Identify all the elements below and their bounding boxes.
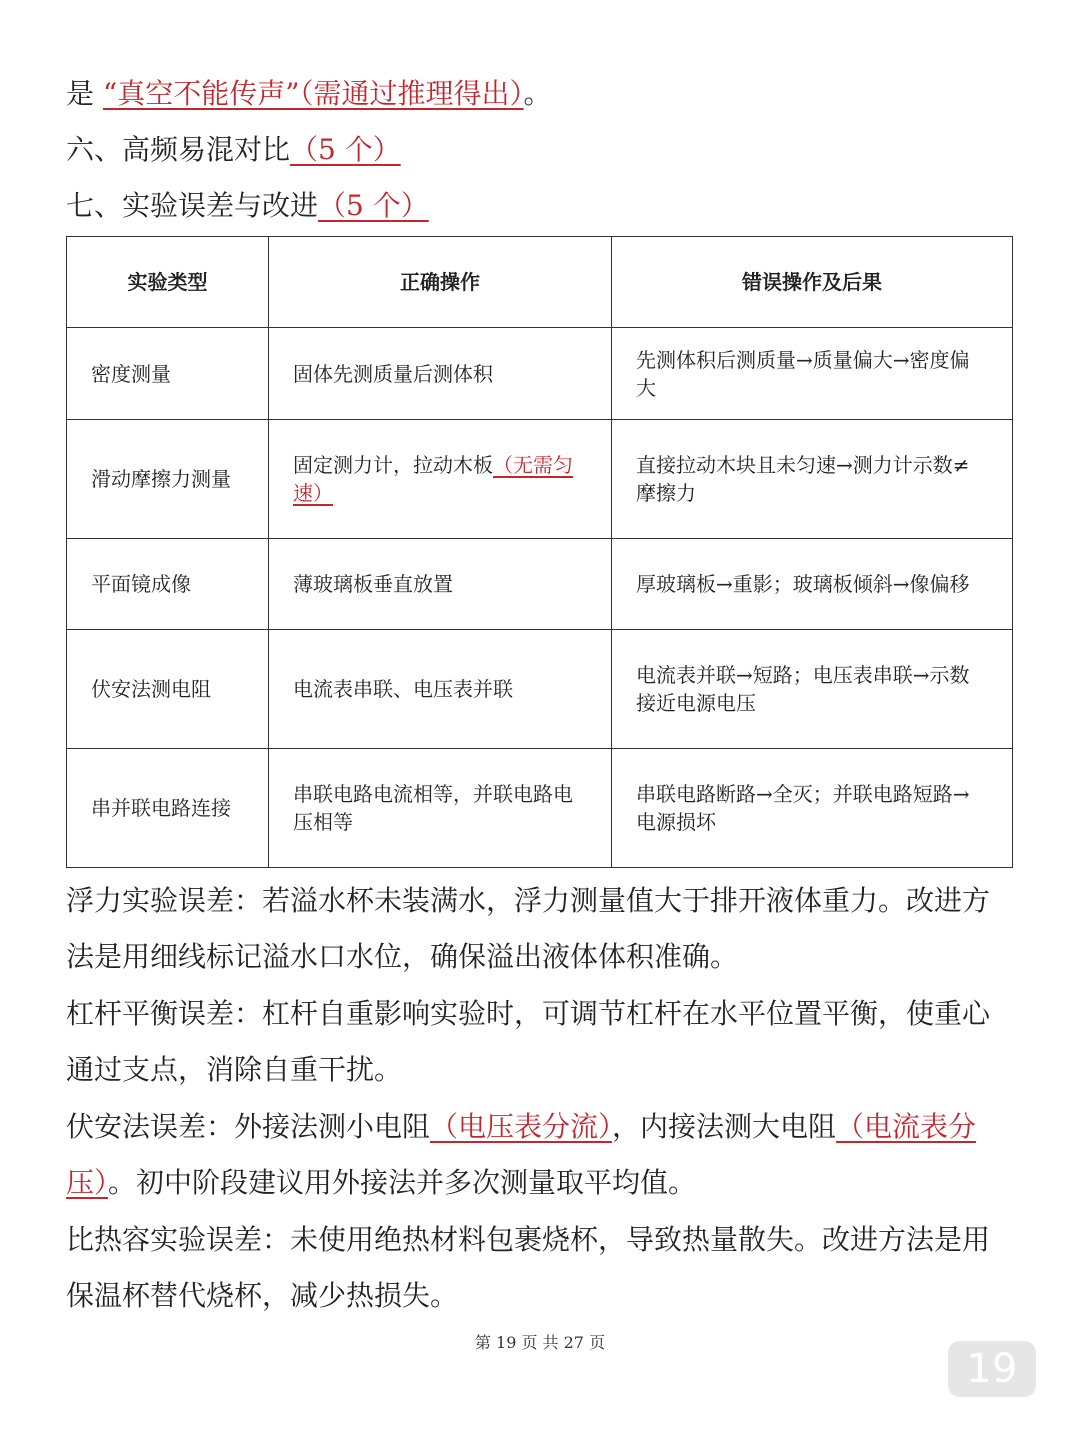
cell-type: 平面镜成像 [67, 539, 269, 630]
cell-type: 滑动摩擦力测量 [67, 420, 269, 539]
cell-correct-text: 固体先测质量后测体积 [293, 361, 493, 386]
cell-wrong: 直接拉动木块且未匀速→测力计示数≠摩擦力 [612, 420, 1013, 539]
section-7-title: 七、实验误差与改进 [66, 189, 319, 222]
cell-correct-text: 电流表串联、电压表并联 [293, 677, 513, 701]
voltammetry-red-2: （电流表分压） [66, 1110, 977, 1199]
section-6-heading [66, 130, 401, 170]
paragraph-lever: 杠杆平衡误差：杠杆自重影响实验时，可调节杠杆在水平位置平衡，使重心通过支点，消除自重干扰。 [66, 997, 991, 1086]
cell-type: 串并联电路连接 [67, 749, 269, 868]
voltammetry-red-1: （电压表分流） [430, 1110, 613, 1143]
voltammetry-text-2: ，内接法测大电阻 [612, 1110, 837, 1143]
intro-suffix: 。 [523, 77, 552, 110]
table-header-row [67, 237, 1013, 328]
paragraph-buoyancy: 浮力实验误差：若溢水杯未装满水，浮力测量值大于排开液体重力。改进方法是用细线标记溢水口水位，确保溢出液体体积准确。 [66, 884, 991, 973]
voltammetry-text-3: 。初中阶段建议用外接法并多次测量取平均值。 [108, 1166, 697, 1199]
page-number-badge: 19 [948, 1341, 1036, 1397]
experiment-error-table [66, 236, 1013, 868]
cell-wrong: 串联电路断路→全灭；并联电路短路→电源损坏 [612, 749, 1013, 868]
table-row [67, 420, 1013, 539]
cell-wrong: 厚玻璃板→重影；玻璃板倾斜→像偏移 [612, 539, 1013, 630]
header-experiment-type: 实验类型 [67, 237, 269, 328]
cell-correct [269, 630, 612, 749]
table-row [67, 749, 1013, 868]
page-footer: 第 19 页 共 27 页 [474, 1333, 606, 1352]
header-correct-operation: 正确操作 [269, 237, 612, 328]
cell-correct-text: 薄玻璃板垂直放置 [293, 572, 453, 596]
cell-correct [269, 328, 612, 420]
cell-correct-red-note: （无需匀速） [293, 453, 573, 505]
intro-red-text: “真空不能传声”（需通过推理得出） [102, 77, 524, 110]
paragraph-voltammetry [66, 1099, 1016, 1211]
cell-correct-text: 串联电路电流相等，并联电路电压相等 [293, 782, 573, 834]
intro-line [66, 74, 552, 114]
cell-correct-text: 固定测力计，拉动木板 [293, 453, 493, 477]
table-row [67, 328, 1013, 420]
intro-prefix: 是 [66, 77, 103, 110]
table-row [67, 630, 1013, 749]
section-7-heading [66, 186, 429, 226]
section-6-count: （5 个） [290, 133, 401, 166]
cell-type: 密度测量 [67, 328, 269, 420]
voltammetry-text-1: 伏安法误差：外接法测小电阻 [66, 1110, 431, 1143]
section-6-title: 六、高频易混对比 [66, 133, 291, 166]
section-7-count: （5 个） [318, 189, 429, 222]
cell-correct [269, 539, 612, 630]
header-wrong-operation: 错误操作及后果 [612, 237, 1013, 328]
table-row [67, 539, 1013, 630]
paragraph-heat-capacity: 比热容实验误差：未使用绝热材料包裹烧杯，导致热量散失。改进方法是用保温杯替代烧杯，减少热损失。 [66, 1223, 991, 1312]
cell-correct [269, 420, 612, 539]
cell-type: 伏安法测电阻 [67, 630, 269, 749]
cell-correct [269, 749, 612, 868]
cell-wrong: 电流表并联→短路；电压表串联→示数接近电源电压 [612, 630, 1013, 749]
cell-wrong: 先测体积后测质量→质量偏大→密度偏大 [612, 328, 1013, 420]
